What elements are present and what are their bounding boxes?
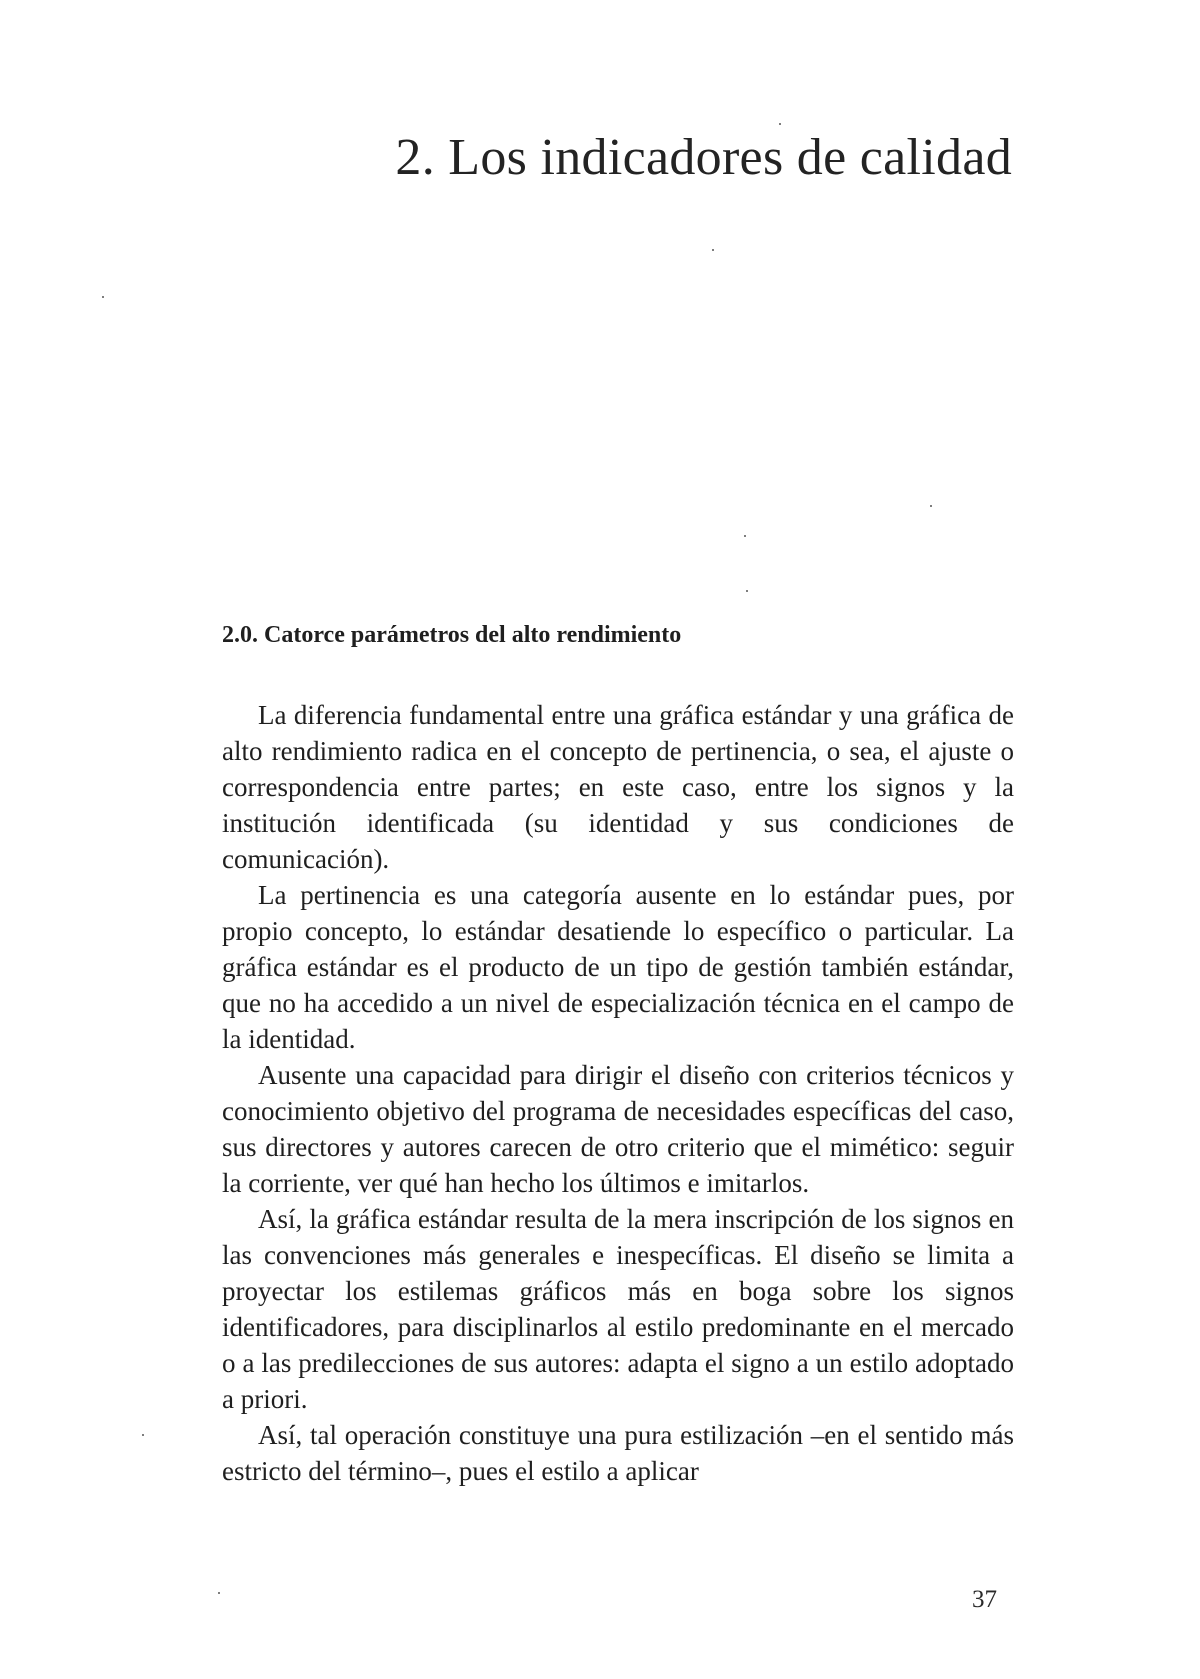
paragraph: Así, la gráfica estándar resulta de la mera inscripción de los signos en las convenciones más generales e inespecíficas. El diseño se limita a proyectar los estilemas gráficos más en boga sobre los signos identificadores, para disciplinarlos al estilo predominante en el mercado o a las predilecciones de sus autores: adapta el signo a un estilo adoptado a priori. xyxy=(222,1204,1014,1414)
scan-speck xyxy=(142,1434,144,1436)
paragraph: Así, tal operación constituye una pura estilización –en el sentido más estricto del término–, pues el estilo a aplicar xyxy=(222,1420,1014,1486)
paragraph: La diferencia fundamental entre una gráfica estándar y una gráfica de alto rendimiento radica en el concepto de pertinencia, o sea, el ajuste o correspondencia entre partes; en este caso, entre los signos y la institución identificada (su identidad y sus condiciones de comunicación). xyxy=(222,700,1014,874)
scan-speck xyxy=(746,590,748,592)
scan-speck xyxy=(102,296,104,298)
section-heading: 2.0. Catorce parámetros del alto rendimiento xyxy=(222,622,682,648)
chapter-title: 2. Los indicadores de calidad xyxy=(395,129,1012,186)
paragraph: Ausente una capacidad para dirigir el diseño con criterios técnicos y conocimiento objetivo del programa de necesidades específicas del caso, sus directores y autores carecen de otro criterio que el mimético: seguir la corriente, ver qué han hecho los últimos e imitarlos. xyxy=(222,1060,1014,1198)
scan-speck xyxy=(779,123,781,125)
paragraph: La pertinencia es una categoría ausente en lo estándar pues, por propio concepto, lo estándar desatiende lo específico o particular. La gráfica estándar es el producto de un tipo de gestión también estándar, que no ha accedido a un nivel de especialización técnica en el campo de la identidad. xyxy=(222,880,1014,1054)
scan-speck xyxy=(930,505,932,507)
page-number: 37 xyxy=(972,1586,997,1613)
scan-speck xyxy=(744,535,746,537)
scan-speck xyxy=(218,1592,220,1594)
scan-speck xyxy=(712,249,714,251)
body-text xyxy=(222,697,1014,1489)
